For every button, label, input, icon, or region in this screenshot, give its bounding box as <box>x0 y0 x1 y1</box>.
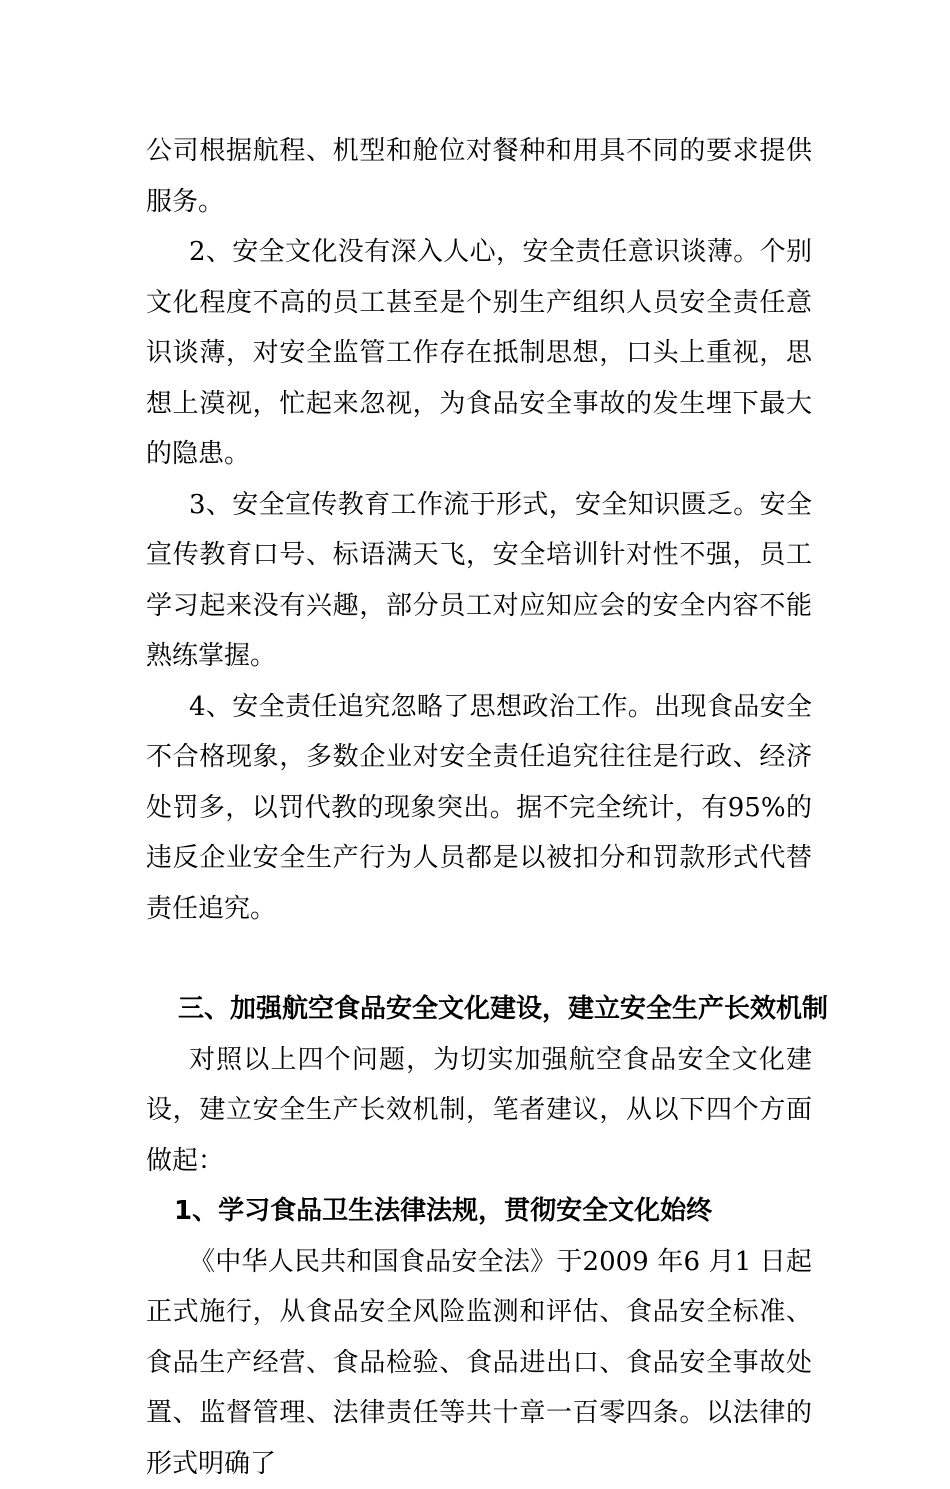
paragraph-continuation: 公司根据航程、机型和舱位对餐种和用具不同的要求提供服务。 <box>146 126 812 227</box>
paragraph-subsection-1-body: 《中华人民共和国食品安全法》于2009 年6 月1 日起正式施行，从食品安全风险监测和评估、食品安全标准、食品生产经营、食品检验、食品进出口、食品安全事故处置、监督管理、法律责任等共十章一百零四条。以法律的形式明确了 <box>146 1237 812 1489</box>
section-spacer <box>146 934 812 984</box>
paragraph-section-3-intro: 对照以上四个问题，为切实加强航空食品安全文化建设，建立安全生产长效机制，笔者建议，从以下四个方面做起： <box>146 1035 812 1187</box>
document-page <box>146 126 812 1489</box>
section-3-heading: 三、加强航空食品安全文化建设，建立安全生产长效机制 <box>146 984 812 1035</box>
paragraph-item-3: 3、安全宣传教育工作流于形式，安全知识匮乏。安全宣传教育口号、标语满天飞，安全培训针对性不强，员工学习起来没有兴趣，部分员工对应知应会的安全内容不能熟练掌握。 <box>146 480 812 682</box>
subsection-1-heading: 1、学习食品卫生法律法规，贯彻安全文化始终 <box>146 1186 812 1237</box>
paragraph-item-4: 4、安全责任追究忽略了思想政治工作。出现食品安全不合格现象，多数企业对安全责任追究往往是行政、经济处罚多，以罚代教的现象突出。据不完全统计，有95%的违反企业安全生产行为人员都是以被扣分和罚款形式代替责任追究。 <box>146 682 812 935</box>
paragraph-item-2: 2、安全文化没有深入人心，安全责任意识谈薄。个别文化程度不高的员工甚至是个别生产组织人员安全责任意识谈薄，对安全监管工作存在抵制思想，口头上重视，思想上漠视，忙起来忽视，为食品安全事故的发生埋下最大的隐患。 <box>146 227 812 480</box>
